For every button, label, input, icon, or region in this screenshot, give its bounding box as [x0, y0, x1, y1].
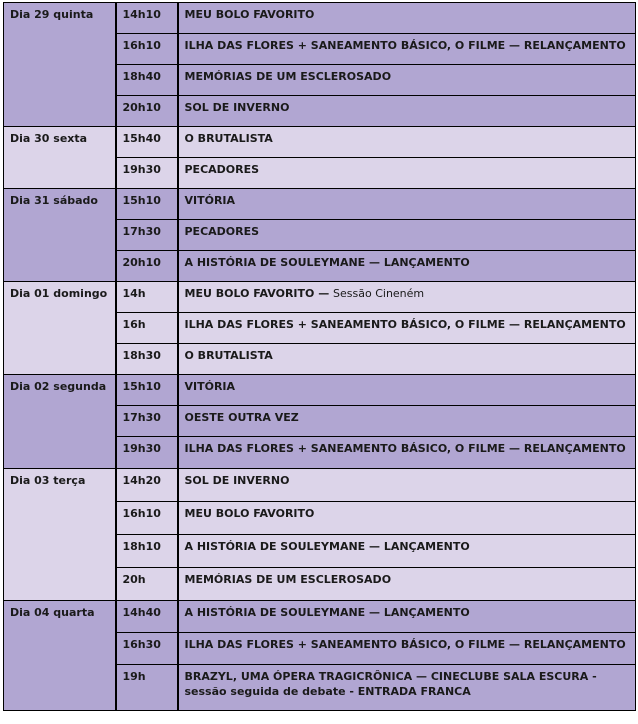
session-time: 18h30 [116, 344, 178, 375]
film-title: ILHA DAS FLORES + SANEAMENTO BÁSICO, O FILME — RELANÇAMENTO [184, 442, 626, 455]
session-time: 19h30 [116, 437, 178, 469]
session-title [178, 313, 636, 344]
session-title [178, 344, 636, 375]
session-time: 16h30 [116, 633, 178, 665]
film-title: A HISTÓRIA DE SOULEYMANE — LANÇAMENTO [184, 256, 470, 269]
session-time: 14h10 [116, 3, 178, 34]
session-time: 18h40 [116, 65, 178, 96]
day-label: Dia 31 sábado [4, 189, 116, 282]
session-time: 17h30 [116, 220, 178, 251]
session-time: 20h10 [116, 96, 178, 127]
day-label: Dia 03 terça [4, 469, 116, 601]
session-title [178, 65, 636, 96]
session-title [178, 127, 636, 158]
day-label: Dia 04 quarta [4, 601, 116, 711]
session-title [178, 406, 636, 437]
session-time: 17h30 [116, 406, 178, 437]
schedule-row [4, 3, 636, 34]
session-time: 14h40 [116, 601, 178, 633]
film-title: MEMÓRIAS DE UM ESCLEROSADO [184, 573, 392, 586]
schedule-row [4, 189, 636, 220]
film-title: O BRUTALISTA [184, 132, 273, 145]
film-title: ILHA DAS FLORES + SANEAMENTO BÁSICO, O FILME — RELANÇAMENTO [184, 638, 626, 651]
film-title: O BRUTALISTA [184, 349, 273, 362]
session-title [178, 502, 636, 535]
film-title: ILHA DAS FLORES + SANEAMENTO BÁSICO, O FILME — RELANÇAMENTO [184, 39, 626, 52]
film-title: ILHA DAS FLORES + SANEAMENTO BÁSICO, O FILME — RELANÇAMENTO [184, 318, 626, 331]
film-title: MEMÓRIAS DE UM ESCLEROSADO [184, 70, 392, 83]
film-title: PECADORES [184, 225, 260, 238]
film-title: VITÓRIA [184, 194, 236, 207]
schedule-row [4, 601, 636, 633]
session-title [178, 34, 636, 65]
session-title [178, 633, 636, 665]
film-title: BRAZYL, UMA ÓPERA TRAGICRÔNICA — CINECLUBE SALA ESCURA - sessão seguida de debate - ENTRADA FRANCA [184, 670, 597, 698]
session-title [178, 535, 636, 568]
session-time: 15h40 [116, 127, 178, 158]
film-title: MEU BOLO FAVORITO [184, 507, 315, 520]
film-title: OESTE OUTRA VEZ [184, 411, 299, 424]
session-time: 16h [116, 313, 178, 344]
session-time: 19h [116, 665, 178, 711]
session-title [178, 568, 636, 601]
session-title [178, 220, 636, 251]
schedule-row [4, 375, 636, 406]
day-label: Dia 02 segunda [4, 375, 116, 469]
session-time: 14h [116, 282, 178, 313]
session-title [178, 189, 636, 220]
session-title [178, 251, 636, 282]
day-label: Dia 29 quinta [4, 3, 116, 127]
session-title [178, 3, 636, 34]
schedule-table [3, 2, 636, 711]
film-title: A HISTÓRIA DE SOULEYMANE — LANÇAMENTO [184, 540, 470, 553]
film-title: SOL DE INVERNO [184, 101, 290, 114]
session-note: Sessão Cineném [333, 287, 425, 300]
schedule-row [4, 469, 636, 502]
session-time: 20h [116, 568, 178, 601]
day-label: Dia 01 domingo [4, 282, 116, 375]
film-title: PECADORES [184, 163, 260, 176]
session-title [178, 601, 636, 633]
session-title [178, 469, 636, 502]
session-title [178, 665, 636, 711]
session-title [178, 282, 636, 313]
session-title [178, 96, 636, 127]
session-time: 15h10 [116, 189, 178, 220]
schedule-row [4, 282, 636, 313]
session-time: 14h20 [116, 469, 178, 502]
film-title: VITÓRIA [184, 380, 236, 393]
session-time: 20h10 [116, 251, 178, 282]
session-time: 19h30 [116, 158, 178, 189]
session-time: 16h10 [116, 34, 178, 65]
session-time: 15h10 [116, 375, 178, 406]
session-title [178, 158, 636, 189]
day-label: Dia 30 sexta [4, 127, 116, 189]
film-title: MEU BOLO FAVORITO — [184, 287, 334, 300]
session-time: 18h10 [116, 535, 178, 568]
session-time: 16h10 [116, 502, 178, 535]
schedule-row [4, 127, 636, 158]
session-title [178, 375, 636, 406]
film-title: A HISTÓRIA DE SOULEYMANE — LANÇAMENTO [184, 606, 470, 619]
film-title: SOL DE INVERNO [184, 474, 290, 487]
session-title [178, 437, 636, 469]
film-title: MEU BOLO FAVORITO [184, 8, 315, 21]
